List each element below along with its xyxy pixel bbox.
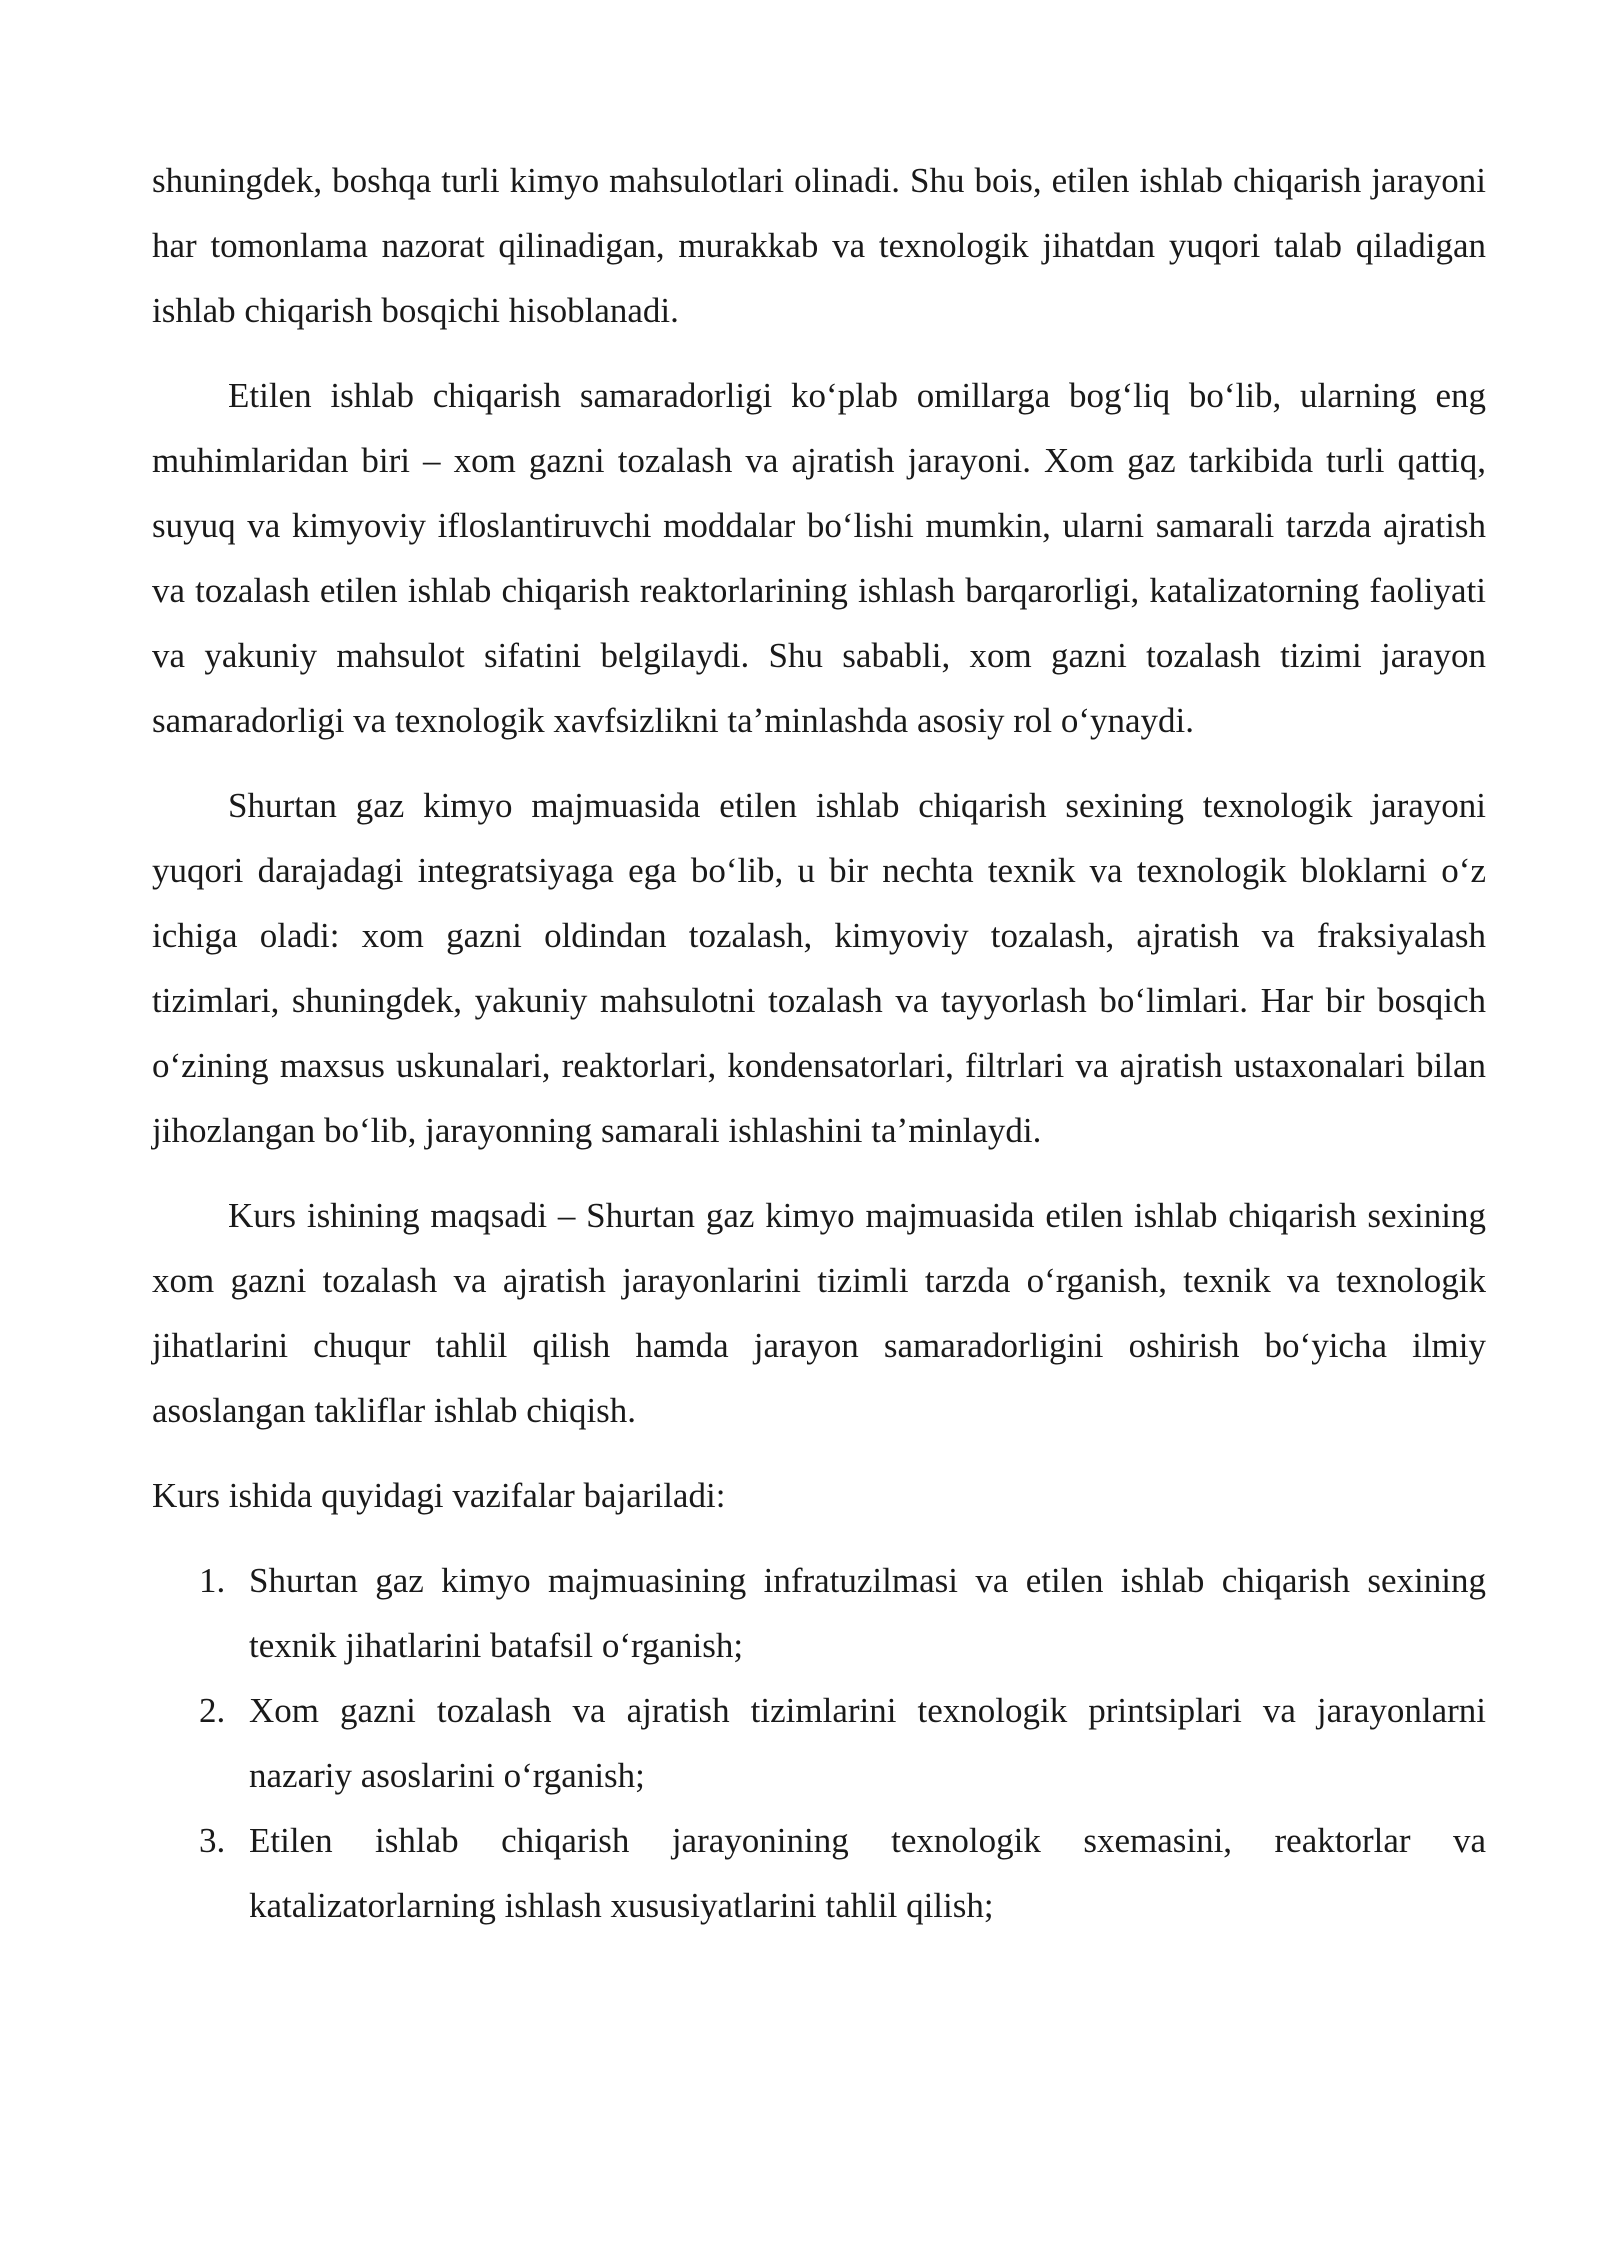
list-item-number: 1.	[199, 1561, 226, 1600]
list-item	[152, 1808, 1486, 1938]
list-item-text: Xom gazni tozalash va ajratish tizimlarini texnologik printsiplari va jarayonlarni nazariy asoslarini oʻrganish;	[249, 1691, 1486, 1795]
tasks-list	[152, 1548, 1486, 1938]
paragraph-tasks-intro: Kurs ishida quyidagi vazifalar bajariladi:	[152, 1476, 726, 1515]
list-item-text: Etilen ishlab chiqarish jarayonining texnologik sxemasini, reaktorlar va katalizatorlarning ishlash xususiyatlarini tahlil qilish;	[249, 1821, 1486, 1925]
paragraph-continuation: shuningdek, boshqa turli kimyo mahsulotlari olinadi. Shu bois, etilen ishlab chiqarish jarayoni har tomonlama nazorat qilinadigan, murakkab va texnologik jihatdan yuqori talab qiladigan ishlab chiqarish bosqichi hisoblanadi.	[152, 161, 1486, 330]
paragraph-efficiency: Etilen ishlab chiqarish samaradorligi koʻplab omillarga bogʻliq boʻlib, ularning eng muhimlaridan biri – xom gazni tozalash va ajratish jarayoni. Xom gaz tarkibida turli qattiq, suyuq va kimyoviy ifloslantiruvchi moddalar boʻlishi mumkin, ularni samarali tarzda ajratish va tozalash etilen ishlab chiqarish reaktorlarining ishlash barqarorligi, katalizatorning faoliyati va yakuniy mahsulot sifatini belgilaydi. Shu sababli, xom gazni tozalash tizimi jarayon samaradorligi va texnologik xavfsizlikni taʼminlashda asosiy rol oʻynaydi.	[152, 376, 1486, 740]
list-item	[152, 1678, 1486, 1808]
list-item-number: 3.	[199, 1821, 226, 1860]
paragraph-course-goal: Kurs ishining maqsadi – Shurtan gaz kimyo majmuasida etilen ishlab chiqarish sexining xom gazni tozalash va ajratish jarayonlarini tizimli tarzda oʻrganish, texnik va texnologik jihatlarini chuqur tahlil qilish hamda jarayon samaradorligini oshirish boʻyicha ilmiy asoslangan takliflar ishlab chiqish.	[152, 1196, 1486, 1430]
list-item	[152, 1548, 1486, 1678]
document-page	[152, 148, 1486, 1938]
paragraph-process-integration: Shurtan gaz kimyo majmuasida etilen ishlab chiqarish sexining texnologik jarayoni yuqori darajadagi integratsiyaga ega boʻlib, u bir nechta texnik va texnologik bloklarni oʻz ichiga oladi: xom gazni oldindan tozalash, kimyoviy tozalash, ajratish va fraksiyalash tizimlari, shuningdek, yakuniy mahsulotni tozalash va tayyorlash boʻlimlari. Har bir bosqich oʻzining maxsus uskunalari, reaktorlari, kondensatorlari, filtrlari va ajratish ustaxonalari bilan jihozlangan boʻlib, jarayonning samarali ishlashini taʼminlaydi.	[152, 786, 1486, 1150]
list-item-text: Shurtan gaz kimyo majmuasining infratuzilmasi va etilen ishlab chiqarish sexining texnik jihatlarini batafsil oʻrganish;	[249, 1561, 1486, 1665]
list-item-number: 2.	[199, 1691, 226, 1730]
